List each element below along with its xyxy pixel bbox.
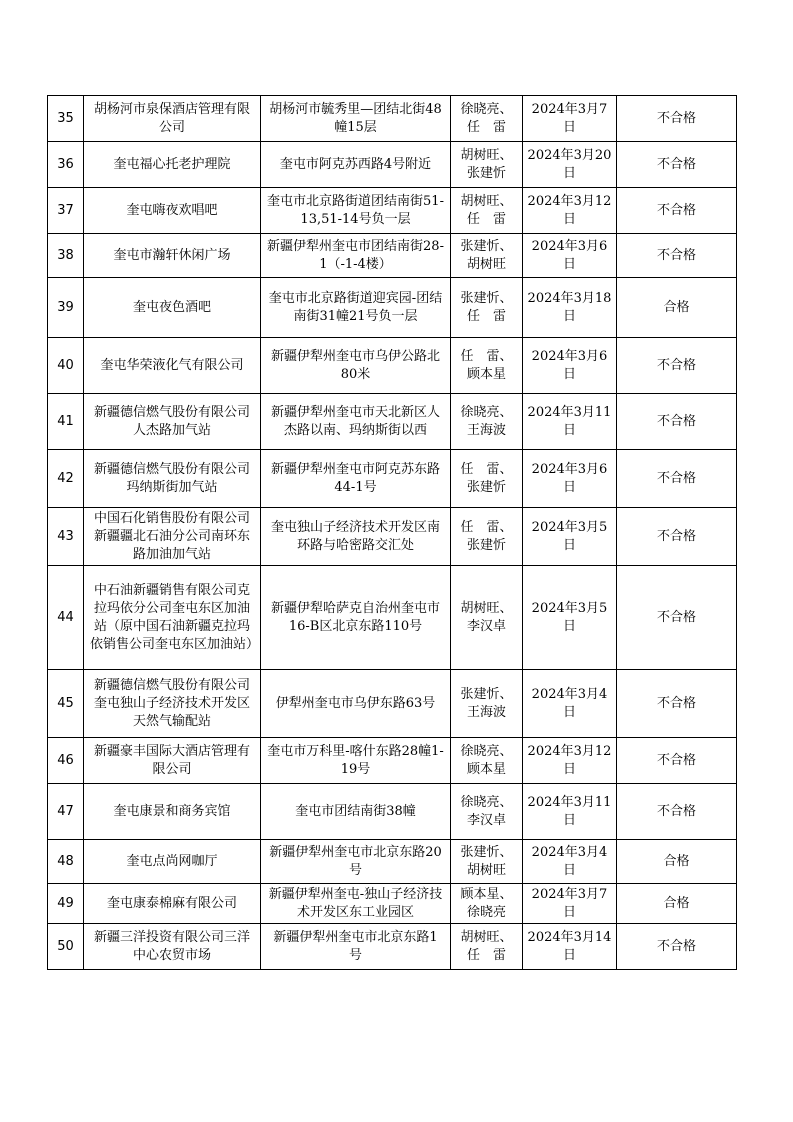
unit-name-cell: 奎屯康泰棉麻有限公司 bbox=[84, 884, 261, 924]
row-number-cell: 35 bbox=[48, 96, 84, 142]
inspection-result-cell: 合格 bbox=[617, 278, 737, 338]
row-number-cell: 48 bbox=[48, 840, 84, 884]
table-row bbox=[48, 234, 737, 278]
row-number-cell: 44 bbox=[48, 566, 84, 670]
inspectors-cell: 徐晓亮、任 雷 bbox=[451, 96, 523, 142]
row-number-cell: 36 bbox=[48, 142, 84, 188]
unit-address-cell: 新疆伊犁州奎屯市北京东路1号 bbox=[261, 924, 451, 970]
inspection-result-cell: 不合格 bbox=[617, 338, 737, 394]
table-row bbox=[48, 450, 737, 508]
inspectors-cell: 张建忻、任 雷 bbox=[451, 278, 523, 338]
table-row bbox=[48, 508, 737, 566]
unit-name-cell: 奎屯嗨夜欢唱吧 bbox=[84, 188, 261, 234]
unit-name-cell: 新疆德信燃气股份有限公司人杰路加气站 bbox=[84, 394, 261, 450]
table-row bbox=[48, 338, 737, 394]
row-number-cell: 47 bbox=[48, 784, 84, 840]
table-row bbox=[48, 96, 737, 142]
row-number-cell: 46 bbox=[48, 738, 84, 784]
inspectors-cell: 胡树旺、李汉卓 bbox=[451, 566, 523, 670]
unit-name-cell: 中国石化销售股份有限公司新疆疆北石油分公司南环东路加油加气站 bbox=[84, 508, 261, 566]
inspectors-cell: 胡树旺、任 雷 bbox=[451, 188, 523, 234]
inspectors-cell: 徐晓亮、李汉卓 bbox=[451, 784, 523, 840]
inspection-date-cell: 2024年3月5日 bbox=[523, 508, 617, 566]
unit-name-cell: 奎屯福心托老护理院 bbox=[84, 142, 261, 188]
inspection-result-cell: 不合格 bbox=[617, 394, 737, 450]
inspection-table-body bbox=[48, 96, 737, 970]
inspectors-cell: 张建忻、胡树旺 bbox=[451, 840, 523, 884]
table-row bbox=[48, 394, 737, 450]
unit-address-cell: 奎屯市北京路街道迎宾园-团结南街31幢21号负一层 bbox=[261, 278, 451, 338]
inspection-result-cell: 不合格 bbox=[617, 508, 737, 566]
inspection-table bbox=[47, 95, 737, 970]
unit-name-cell: 新疆德信燃气股份有限公司玛纳斯街加气站 bbox=[84, 450, 261, 508]
inspection-result-cell: 不合格 bbox=[617, 234, 737, 278]
inspection-result-cell: 不合格 bbox=[617, 188, 737, 234]
table-row bbox=[48, 738, 737, 784]
table-row bbox=[48, 924, 737, 970]
inspection-result-cell: 合格 bbox=[617, 884, 737, 924]
unit-address-cell: 胡杨河市毓秀里—团结北街48幢15层 bbox=[261, 96, 451, 142]
inspection-result-cell: 不合格 bbox=[617, 566, 737, 670]
inspection-date-cell: 2024年3月6日 bbox=[523, 450, 617, 508]
inspection-date-cell: 2024年3月5日 bbox=[523, 566, 617, 670]
unit-name-cell: 中石油新疆销售有限公司克拉玛依分公司奎屯东区加油站（原中国石油新疆克拉玛依销售公司奎屯东区加油站） bbox=[84, 566, 261, 670]
inspection-date-cell: 2024年3月12日 bbox=[523, 738, 617, 784]
unit-address-cell: 新疆伊犁州奎屯市阿克苏东路44-1号 bbox=[261, 450, 451, 508]
unit-name-cell: 奎屯点尚网咖厅 bbox=[84, 840, 261, 884]
row-number-cell: 37 bbox=[48, 188, 84, 234]
row-number-cell: 50 bbox=[48, 924, 84, 970]
inspectors-cell: 顾本星、徐晓亮 bbox=[451, 884, 523, 924]
inspection-date-cell: 2024年3月4日 bbox=[523, 840, 617, 884]
unit-address-cell: 新疆伊犁州奎屯-独山子经济技术开发区东工业园区 bbox=[261, 884, 451, 924]
inspection-result-cell: 不合格 bbox=[617, 738, 737, 784]
inspectors-cell: 任 雷、张建忻 bbox=[451, 450, 523, 508]
unit-address-cell: 奎屯市阿克苏西路4号附近 bbox=[261, 142, 451, 188]
inspection-date-cell: 2024年3月7日 bbox=[523, 96, 617, 142]
inspection-result-cell: 不合格 bbox=[617, 924, 737, 970]
inspection-result-cell: 不合格 bbox=[617, 784, 737, 840]
inspectors-cell: 胡树旺、任 雷 bbox=[451, 924, 523, 970]
unit-name-cell: 胡杨河市泉保酒店管理有限公司 bbox=[84, 96, 261, 142]
unit-address-cell: 新疆伊犁哈萨克自治州奎屯市16-B区北京东路110号 bbox=[261, 566, 451, 670]
document-page bbox=[47, 95, 736, 970]
row-number-cell: 42 bbox=[48, 450, 84, 508]
unit-name-cell: 新疆三洋投资有限公司三洋中心农贸市场 bbox=[84, 924, 261, 970]
inspection-date-cell: 2024年3月6日 bbox=[523, 338, 617, 394]
inspectors-cell: 胡树旺、张建忻 bbox=[451, 142, 523, 188]
table-row bbox=[48, 188, 737, 234]
inspection-date-cell: 2024年3月6日 bbox=[523, 234, 617, 278]
inspectors-cell: 任 雷、张建忻 bbox=[451, 508, 523, 566]
unit-name-cell: 奎屯市瀚轩休闲广场 bbox=[84, 234, 261, 278]
unit-name-cell: 奎屯夜色酒吧 bbox=[84, 278, 261, 338]
inspection-date-cell: 2024年3月14日 bbox=[523, 924, 617, 970]
table-row bbox=[48, 784, 737, 840]
unit-address-cell: 奎屯独山子经济技术开发区南环路与哈密路交汇处 bbox=[261, 508, 451, 566]
unit-address-cell: 伊犁州奎屯市乌伊东路63号 bbox=[261, 670, 451, 738]
inspectors-cell: 徐晓亮、顾本星 bbox=[451, 738, 523, 784]
unit-address-cell: 新疆伊犁州奎屯市天北新区人杰路以南、玛纳斯街以西 bbox=[261, 394, 451, 450]
inspection-result-cell: 不合格 bbox=[617, 450, 737, 508]
inspection-result-cell: 不合格 bbox=[617, 96, 737, 142]
table-row bbox=[48, 278, 737, 338]
inspection-result-cell: 合格 bbox=[617, 840, 737, 884]
inspection-date-cell: 2024年3月11日 bbox=[523, 394, 617, 450]
row-number-cell: 39 bbox=[48, 278, 84, 338]
unit-name-cell: 新疆德信燃气股份有限公司奎屯独山子经济技术开发区天然气输配站 bbox=[84, 670, 261, 738]
row-number-cell: 40 bbox=[48, 338, 84, 394]
unit-address-cell: 奎屯市北京路街道团结南街51-13,51-14号负一层 bbox=[261, 188, 451, 234]
inspectors-cell: 徐晓亮、王海波 bbox=[451, 394, 523, 450]
unit-address-cell: 奎屯市团结南街38幢 bbox=[261, 784, 451, 840]
table-row bbox=[48, 670, 737, 738]
unit-name-cell: 新疆豪丰国际大酒店管理有限公司 bbox=[84, 738, 261, 784]
unit-address-cell: 新疆伊犁州奎屯市北京东路20号 bbox=[261, 840, 451, 884]
inspectors-cell: 张建忻、胡树旺 bbox=[451, 234, 523, 278]
unit-name-cell: 奎屯华荣液化气有限公司 bbox=[84, 338, 261, 394]
table-row bbox=[48, 884, 737, 924]
row-number-cell: 49 bbox=[48, 884, 84, 924]
unit-address-cell: 新疆伊犁州奎屯市团结南街28-1（-1-4楼） bbox=[261, 234, 451, 278]
table-row bbox=[48, 142, 737, 188]
row-number-cell: 41 bbox=[48, 394, 84, 450]
inspection-date-cell: 2024年3月20日 bbox=[523, 142, 617, 188]
inspectors-cell: 任 雷、顾本星 bbox=[451, 338, 523, 394]
inspection-result-cell: 不合格 bbox=[617, 142, 737, 188]
inspection-date-cell: 2024年3月12日 bbox=[523, 188, 617, 234]
unit-address-cell: 奎屯市万科里-喀什东路28幢1-19号 bbox=[261, 738, 451, 784]
inspection-date-cell: 2024年3月7日 bbox=[523, 884, 617, 924]
row-number-cell: 38 bbox=[48, 234, 84, 278]
inspection-date-cell: 2024年3月4日 bbox=[523, 670, 617, 738]
inspection-date-cell: 2024年3月11日 bbox=[523, 784, 617, 840]
unit-address-cell: 新疆伊犁州奎屯市乌伊公路北80米 bbox=[261, 338, 451, 394]
row-number-cell: 45 bbox=[48, 670, 84, 738]
row-number-cell: 43 bbox=[48, 508, 84, 566]
inspection-date-cell: 2024年3月18日 bbox=[523, 278, 617, 338]
table-row bbox=[48, 840, 737, 884]
inspectors-cell: 张建忻、王海波 bbox=[451, 670, 523, 738]
unit-name-cell: 奎屯康景和商务宾馆 bbox=[84, 784, 261, 840]
table-row bbox=[48, 566, 737, 670]
inspection-result-cell: 不合格 bbox=[617, 670, 737, 738]
